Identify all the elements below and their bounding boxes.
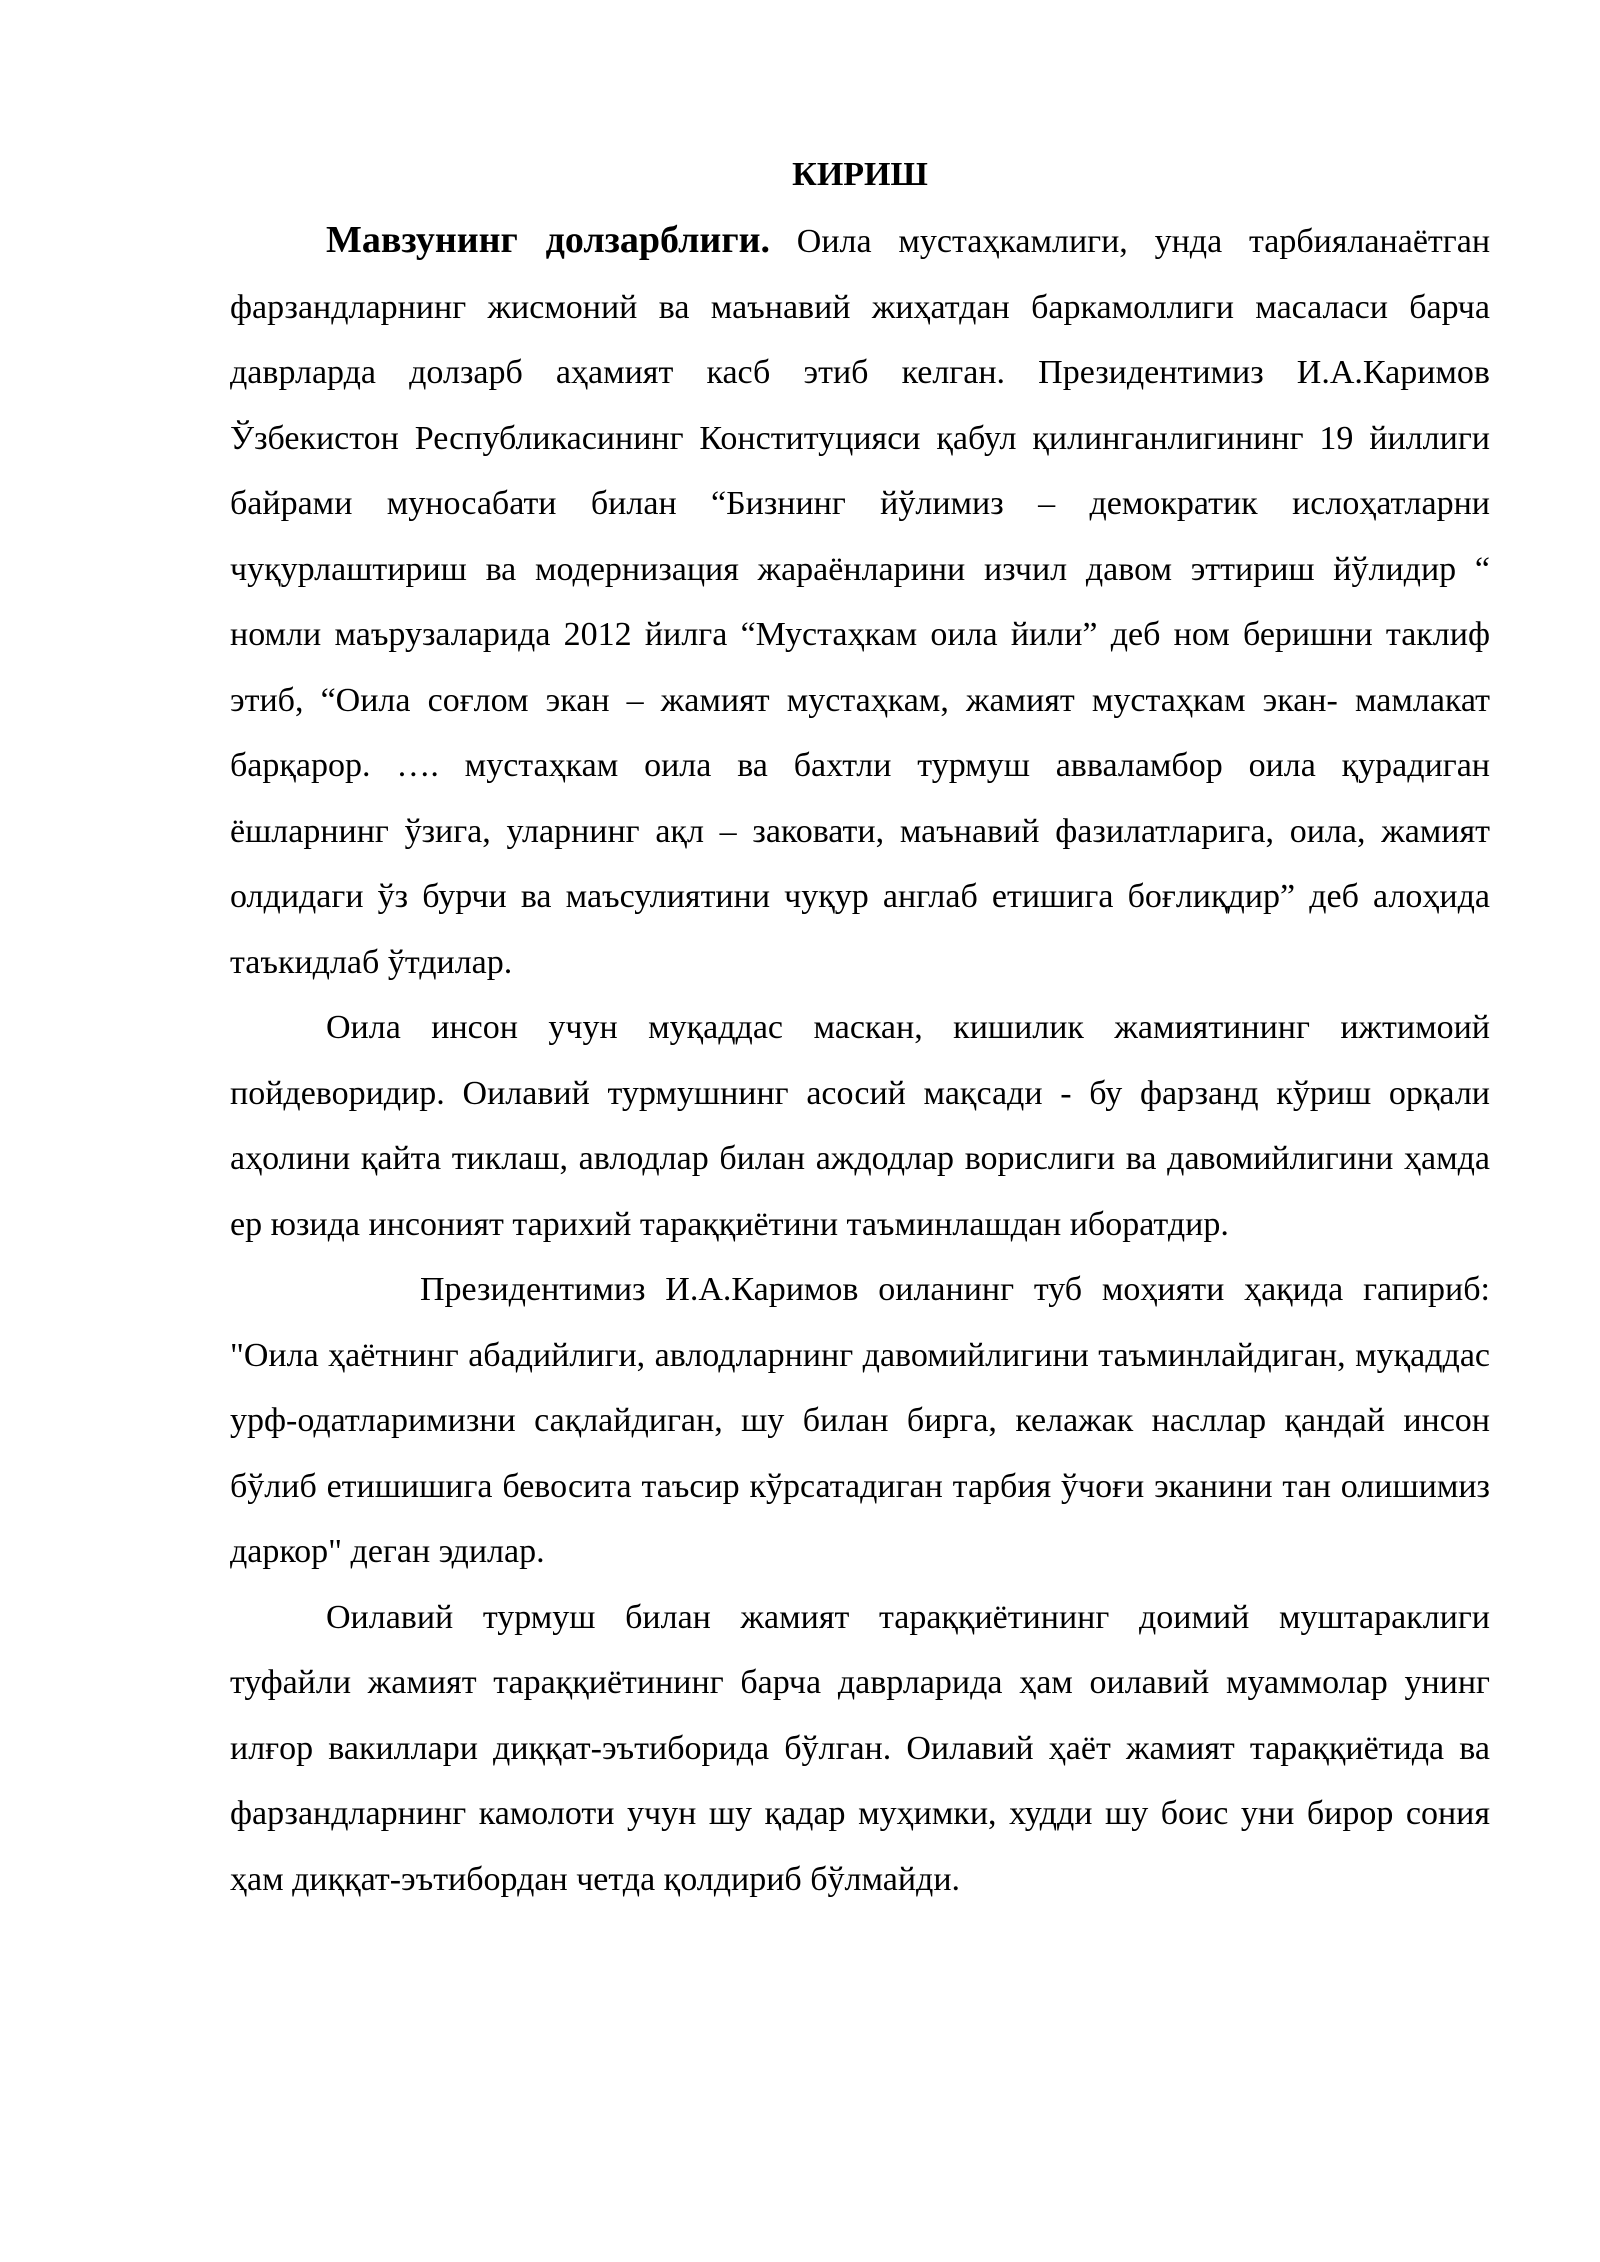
paragraph-text: Оила мустаҳкамлиги, унда тарбияланаётган фарзандларнинг жисмоний ва маънавий жиҳатдан баркамоллиги масаласи барча даврларда долзарб аҳамият касб этиб келган. Президентимиз И.А.Каримов Ўзбекистон Республикасининг Конституцияси қабул қилинганлигининг 19 йиллиги байрами муносабати билан “Бизнинг йўлимиз – демократик ислоҳатларни чуқурлаштириш ва модернизация жараёнларини изчил давом эттириш йўлидир “ номли маърузаларида 2012 йилга “Мустаҳкам оила йили” деб ном беришни таклиф этиб, “Оила соғлом экан – жамият мустаҳкам, жамият мустаҳкам экан- мамлакат барқарор. …. мустаҳкам оила ва бахтли турмуш авваламбор оила қурадиган ёшларнинг ўзига, уларнинг ақл – заковати, маънавий фазилатларига, оила, жамият олдидаги ўз бурчи ва маъсулиятини чуқур англаб етишига боғлиқдир” деб алоҳида таъкидлаб ўтдилар. bbox=[230, 223, 1491, 981]
paragraph-family-foundation: Оила инсон учун муқаддас маскан, кишилик жамиятининг ижтимоий пойдеворидир. Оилавий турмушнинг асосий мақсади - бу фарзанд кўриш орқали аҳолини қайта тиклаш, авлодлар билан аждодлар ворислиги ва давомийлигини ҳамда ер юзида инсоният тарихий тараққиётини таъминлашдан иборатдир. bbox=[230, 1009, 1490, 1243]
document-body bbox=[230, 150, 1490, 1912]
paragraph-family-society: Оилавий турмуш билан жамият тараққиётининг доимий муштараклиги туфайли жамият тараққиётининг барча даврларида ҳам оилавий муаммолар унинг илғор вакиллари диққат-эътиборида бўлган. Оилавий ҳаёт жамият тараққиётида ва фарзандларнинг камолоти учун шу қадар муҳимки, худди шу боис уни бирор сония ҳам диққат-эътибордан четда қолдириб бўлмайди. bbox=[230, 1598, 1490, 1898]
paragraph-relevance bbox=[230, 208, 1490, 995]
paragraph-lead: Мавзунинг долзарблиги. bbox=[326, 219, 770, 261]
paragraph-president-quote: Президентимиз И.А.Каримов оиланинг туб моҳияти ҳақида гапириб: "Оила ҳаётнинг абадийлиги, авлодларнинг давомийлигини таъминлайдиган, муқаддас урф-одатларимизни сақлайдиган, шу билан бирга, келажак насллар қандай инсон бўлиб етишишига бевосита таъсир кўрсатадиган тарбия ўчоғи эканини тан олишимиз даркор" деган эдилар. bbox=[230, 1271, 1490, 1570]
page-title: КИРИШ bbox=[792, 156, 928, 193]
